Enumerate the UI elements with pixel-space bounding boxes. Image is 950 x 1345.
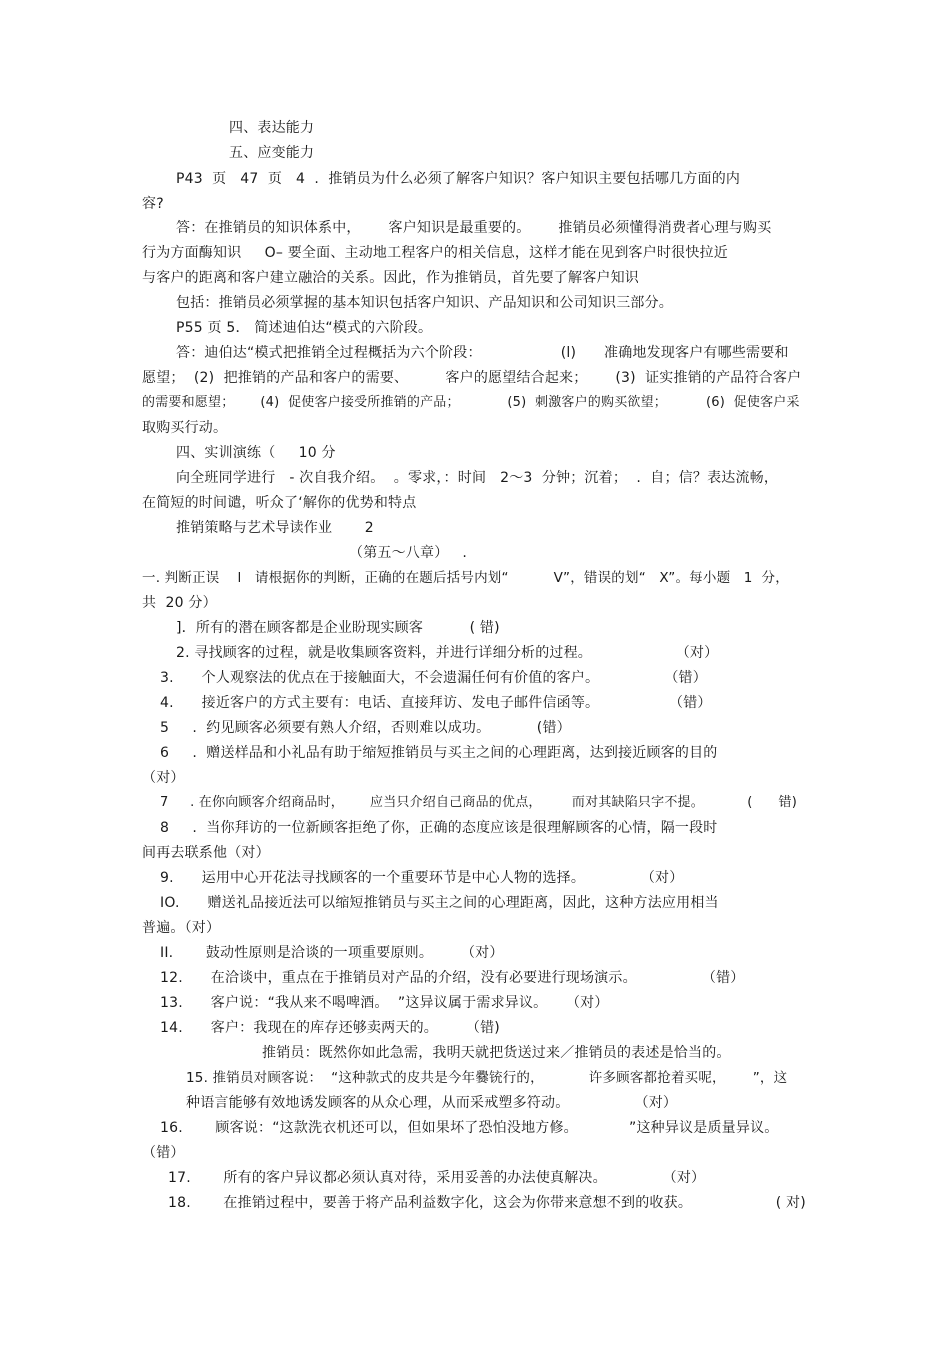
text-line: 13. 客户说：“我从来不喝啤酒。 ”这异议属于需求异议。 （对）	[160, 995, 609, 1011]
text-line: 向全班同学进行 - 次自我介绍。 。零求，：时间 2～3 分钟；沉着； . 自；信？表达流畅，	[176, 470, 779, 486]
text-line: 在简短的时间谴，听众了‘解你的优势和特点	[142, 495, 417, 511]
text-line: 四、表达能力	[229, 120, 315, 136]
text-line: 16. 顾客说：“这款洗衣机还可以，但如果坏了恐怕没地方修。 ”这种异议是质量异议。	[160, 1120, 779, 1136]
text-line: 18. 在推销过程中，要善于将产品利益数字化，这会为你带来意想不到的收获。 ( 对)	[168, 1195, 806, 1211]
text-line: ]．所有的潜在顾客都是企业盼现实顾客 ( 错)	[176, 620, 500, 636]
text-line: 12. 在洽谈中，重点在于推销员对产品的介绍，没有必要进行现场演示。 （错）	[160, 970, 745, 986]
text-line: 9. 运用中心开花法寻找顾客的一个重要环节是中心人物的选择。 （对）	[160, 870, 684, 886]
text-line: IO. 赠送礼品接近法可以缩短推销员与买主之间的心理距离，因此，这种方法应用相当	[160, 895, 719, 911]
text-line: II. 鼓动性原则是洽谈的一项重要原则。 （对）	[160, 945, 504, 961]
text-line: 2. 寻找顾客的过程，就是收集顾客资料，并进行详细分析的过程。 （对）	[176, 645, 719, 661]
text-line: 一. 判断正误 l 请根据你的判断，正确的在题后括号内划“ V”，错误的划“ X”。每小题 1 分，	[142, 570, 789, 586]
text-line: P43 页 47 页 4 . 推销员为什么必须了解客户知识？客户知识主要包括哪几方面的内	[176, 171, 741, 187]
text-line: 包括：推销员必须掌握的基本知识包括客户知识、产品知识和公司知识三部分。	[176, 295, 673, 311]
text-line: 种语言能够有效地诱发顾客的从众心理，从而采戒塑多符动。 （对）	[186, 1095, 678, 1111]
text-line: 8 . 当你拜访的一位新顾客拒绝了你，正确的态度应该是很理解顾客的心情，隔一段时	[160, 820, 718, 836]
text-line: 7 . 在你向顾客介绍商品时， 应当只介绍自己商品的优点， 而对其缺陷只字不提。 ( 错)	[160, 795, 797, 810]
text-line: 15. 推销员对顾客说： “这种款式的皮共是今年爨铳行的， 许多顾客都抢着买呢， ”，这	[186, 1070, 788, 1086]
text-line: （对）	[142, 770, 185, 786]
text-line: 取购买行动。	[142, 420, 228, 436]
text-line: P55 页 5． 简述迪伯达“模式的六阶段。	[176, 320, 433, 336]
text-line: 3. 个人观察法的优点在于接触面大，不会遗漏任何有价值的客户。 （错）	[160, 670, 707, 686]
text-line: 间再去联系他（对）	[142, 845, 270, 861]
text-line: 容?	[142, 196, 164, 212]
text-line: 愿望； (2) 把推销的产品和客户的需要、 客户的愿望结合起来； (3) 证实推销的产品符合客户	[142, 370, 802, 386]
text-line: 答：在推销员的知识体系中， 客户知识是最重要的。 推销员必须懂得消费者心理与购买	[176, 220, 772, 236]
text-line: 推销员：既然你如此急需，我明天就把货送过来／推销员的表述是恰当的。	[262, 1045, 731, 1061]
text-line: 五、应变能力	[229, 145, 315, 161]
text-line: 答：迪伯达“模式把推销全过程概括为六个阶段： (l) 准确地发现客户有哪些需要和	[176, 345, 789, 361]
text-line: 推销策略与艺术导读作业 2	[176, 520, 374, 536]
text-line: 与客户的距离和客户建立融洽的关系。因此，作为推销员，首先要了解客户知识	[142, 270, 639, 286]
text-line: 5 . 约见顾客必须要有熟人介绍，否则难以成功。 (错）	[160, 720, 571, 736]
text-line: 17. 所有的客户异议都必须认真对待，采用妥善的办法使真解决。 （对）	[168, 1170, 706, 1186]
text-line: 6 . 赠送样品和小礼品有助于缩短推销员与买主之间的心理距离，达到接近顾客的目的	[160, 745, 718, 761]
text-line: 行为方面酶知识 O– 要全面、主动地工程客户的相关信息，这样才能在见到客户时很快拉近	[142, 245, 728, 261]
text-line: 普遍。（对）	[142, 920, 221, 936]
text-line: 4. 接近客户的方式主要有：电话、直接拜访、发电子邮件信函等。 （错）	[160, 695, 712, 711]
text-line: 的需要和愿望； (4) 促使客户接受所推销的产品； (5) 刺激客户的购买欲望； (6) 促使客户采	[142, 395, 800, 410]
text-line: （错）	[142, 1145, 185, 1161]
text-line: 四、实训演练（ 10 分	[176, 445, 336, 461]
text-line: 共 20 分）	[142, 595, 217, 611]
text-line: 14. 客户：我现在的库存还够卖两天的。 （错)	[160, 1020, 500, 1036]
text-line: （第五～八章） .	[349, 545, 468, 561]
